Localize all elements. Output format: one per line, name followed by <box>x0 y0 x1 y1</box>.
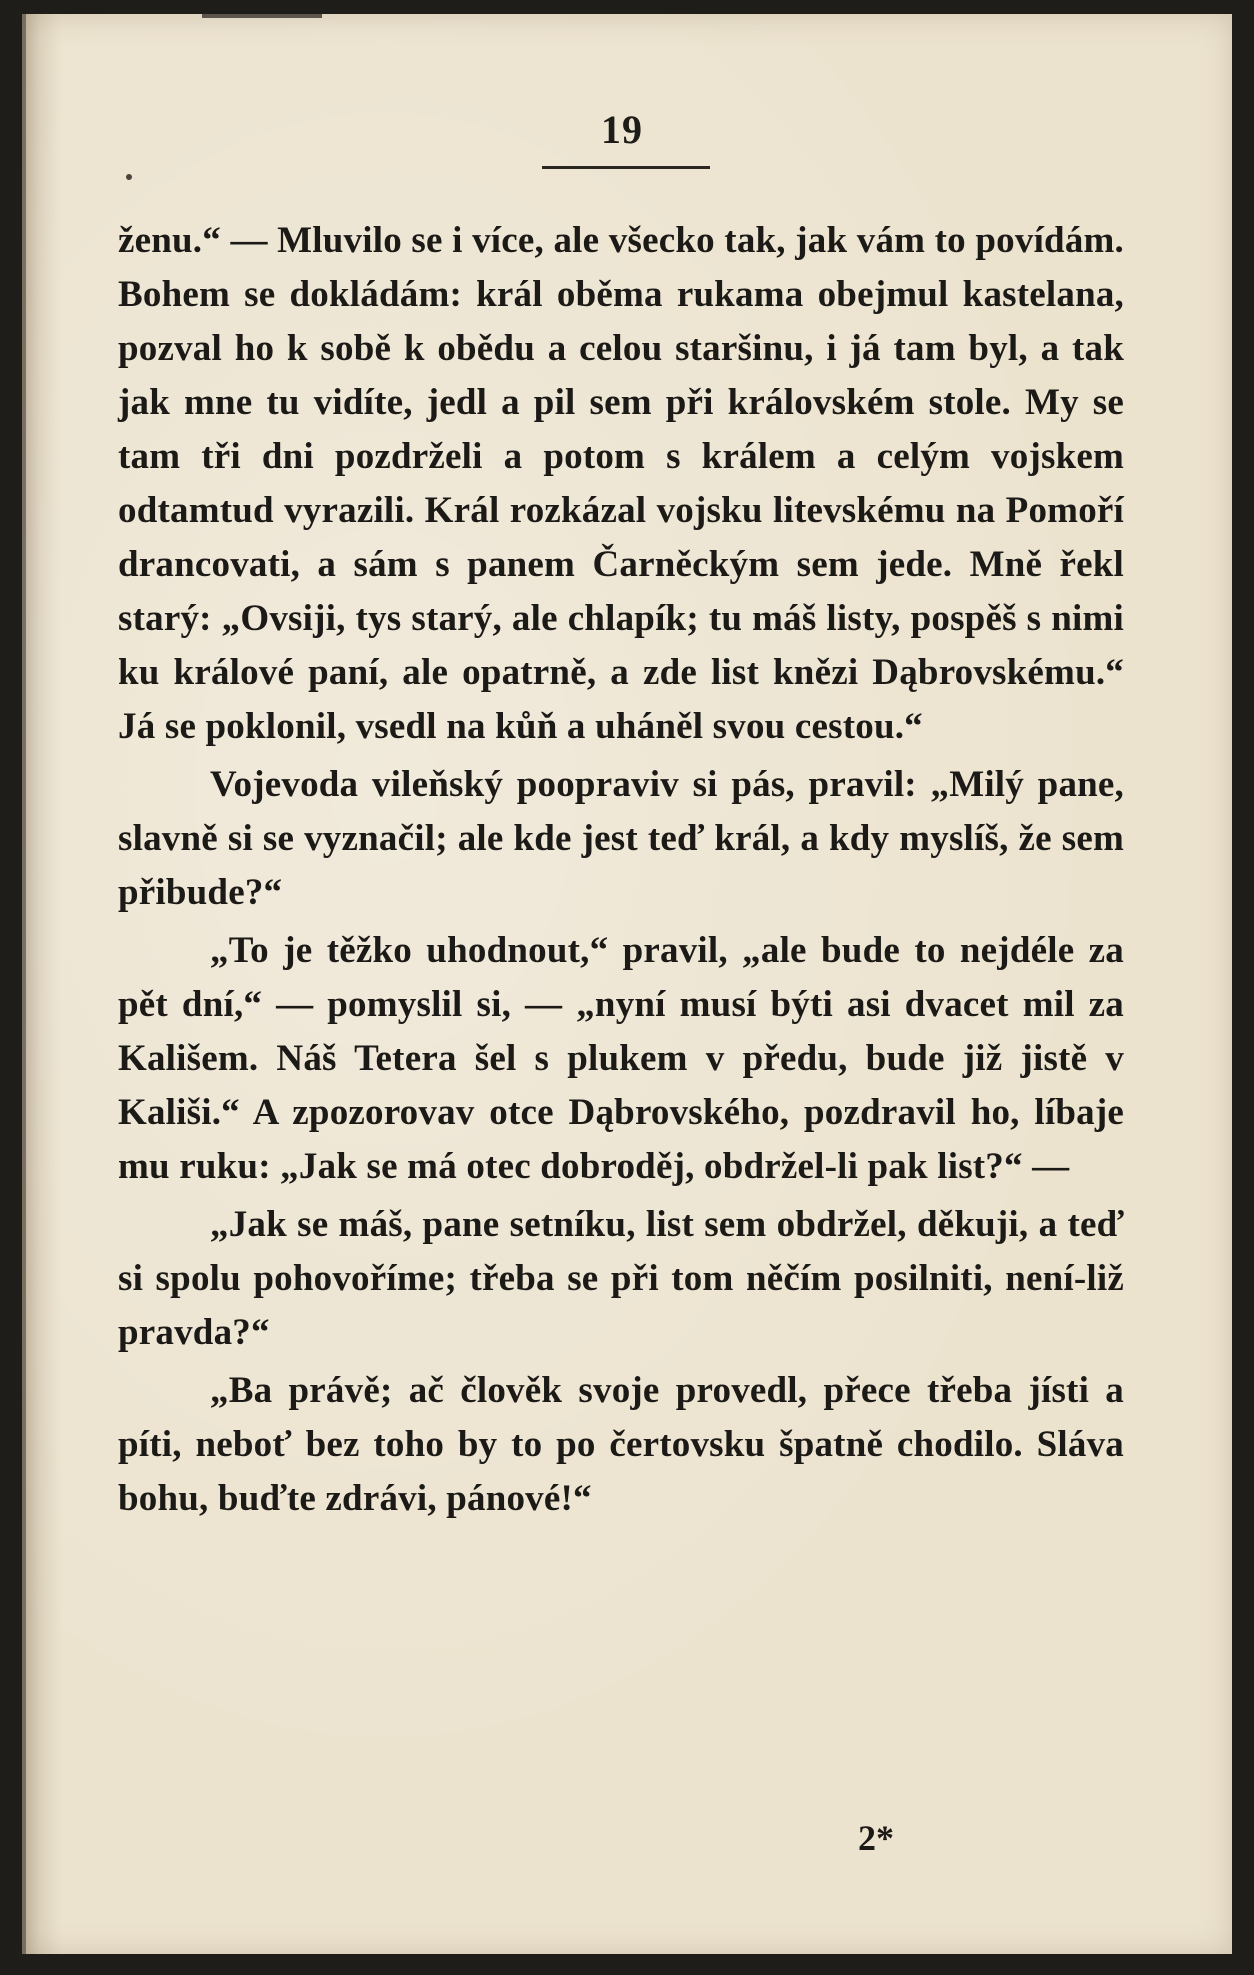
paragraph: ženu.“ — Mluvilo se i více, ale všecko tak, jak vám to povídám. Bohem se dokládám: král oběma rukama obejmul kastelana, pozval ho k sobě k obědu a celou staršinu, i já tam byl, a tak jak mne tu vidíte, jedl a pil sem při královském stole. My se tam tři dni pozdrželi a potom s králem a celým vojskem odtamtud vyrazili. Král rozkázal vojsku litevskému na Pomoří drancovati, a sám s panem Čarněckým sem jede. Mně řekl starý: „Ovsiji, tys starý, ale chlapík; tu máš listy, pospěš s nimi ku králové paní, ale opatrně, a zde list knězi Dąbrovskému.“ Já se poklonil, vsedl na kůň a uháněl svou cestou.“ <box>118 220 1124 747</box>
paragraph: „Ba právě; ač člověk svoje provedl, přece třeba jísti a píti, neboť bez toho by to po čertovsku špatně chodilo. Sláva bohu, buďte zdrávi, pánové!“ <box>118 1370 1124 1519</box>
page-number: 19 <box>601 107 643 152</box>
book-page <box>22 14 1232 1954</box>
ink-spot <box>126 174 132 180</box>
signature-mark: 2* <box>858 1818 894 1858</box>
paragraph: „Jak se máš, pane setníku, list sem obdržel, děkuji, a teď si spolu pohovoříme; třeba se při tom něčím posilniti, není-liž pravda?“ <box>118 1204 1124 1353</box>
binding-edge <box>22 14 26 1954</box>
page-number-rule <box>542 166 710 169</box>
body-text <box>118 214 1124 1526</box>
paragraph: „To je těžko uhodnout,“ pravil, „ale bude to nejdéle za pět dní,“ — pomyslil si, — „nyní musí býti asi dvacet mil za Kališem. Náš Tetera šel s plukem v předu, bude již jistě v Kališi.“ A zpozorovav otce Dąbrovského, pozdravil ho, líbaje mu ruku: „Jak se má otec dobroděj, obdržel-li pak list?“ — <box>118 930 1124 1187</box>
scan-mark <box>202 14 322 18</box>
paragraph: Vojevoda vileňský poopraviv si pás, pravil: „Milý pane, slavně si se vyznačil; ale kde jest teď král, a kdy myslíš, že sem přibude?“ <box>118 764 1124 913</box>
